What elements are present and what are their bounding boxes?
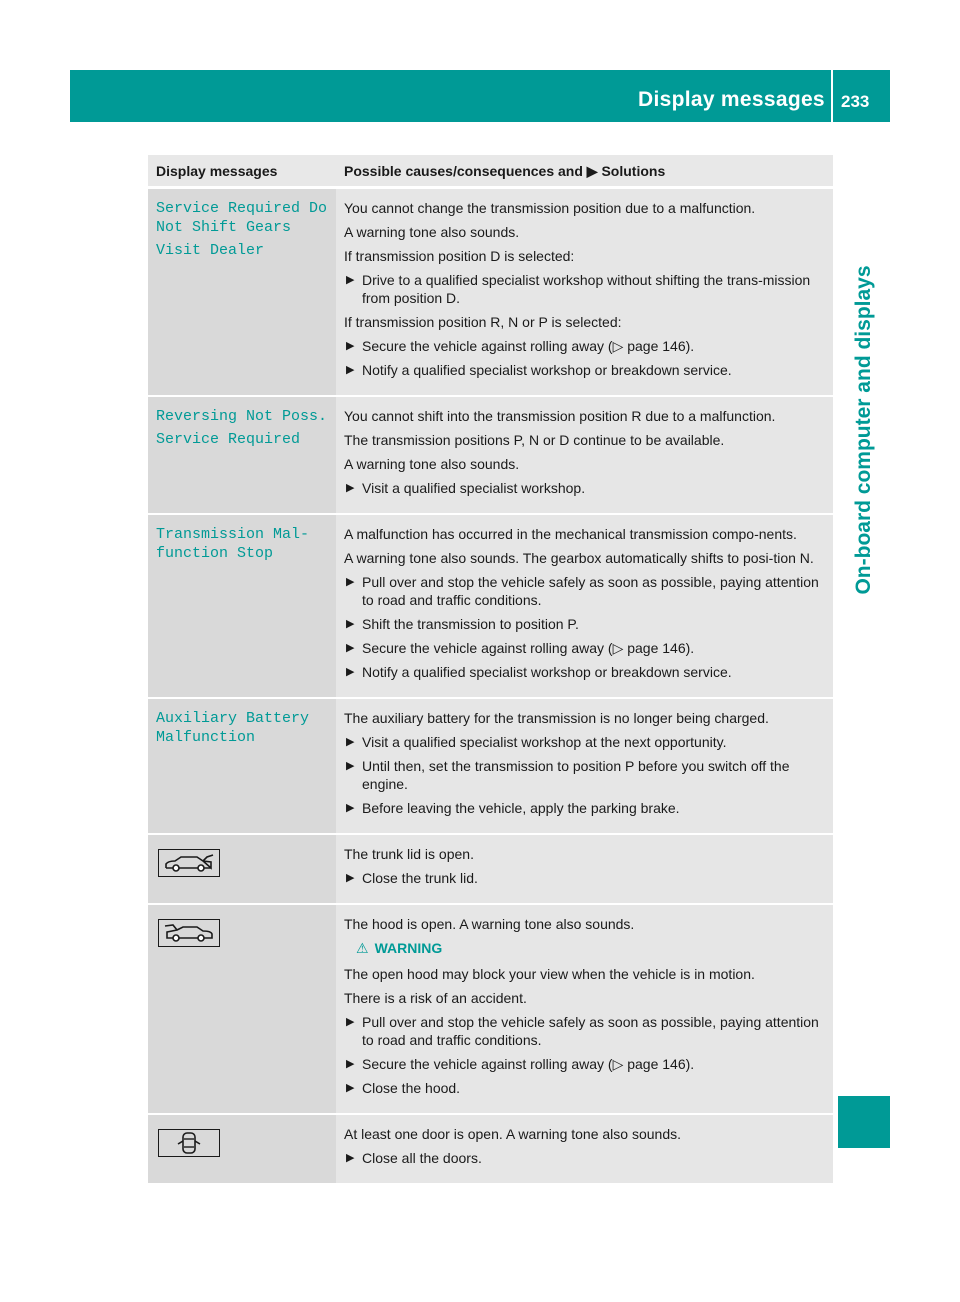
message-cell [148,834,336,904]
instruction-step: ▶ Before leaving the vehicle, apply the parking brake. [346,800,680,816]
trunk-open-icon [163,853,215,873]
instruction-step: ▶ Until then, set the transmission to position P before you switch off the engine. [346,758,790,792]
message-cell [148,514,336,698]
info-line: At least one door is open. A warning tone also sounds. [344,1126,682,1142]
info-line: The open hood may block your view when the vehicle is in motion. [344,966,755,982]
info-line: You cannot change the transmission position due to a malfunction. [344,200,756,216]
instruction-step: ▶ Secure the vehicle against rolling away (▷ page 146). [346,1056,695,1072]
col-header-causes: Possible causes/consequences and ▶ Solutions [336,155,833,188]
info-line: The auxiliary battery for the transmission is no longer being charged. [344,710,769,726]
info-line: A warning tone also sounds. [344,456,520,472]
table-row [148,698,833,834]
message-cell [148,698,336,834]
causes-cell [336,396,833,514]
table-header-row [148,155,833,188]
message-cell [148,1114,336,1184]
step-arrow-icon: ▶ [346,802,355,814]
hood-open-icon [158,919,220,947]
step-arrow-icon: ▶ [346,340,355,352]
table-row [148,1114,833,1184]
info-line: A warning tone also sounds. The gearbox automatically shifts to posi-tion N. [344,550,814,566]
side-chapter-label: On-board computer and displays [852,265,875,595]
message-cell [148,904,336,1114]
step-arrow-icon: ▶ [346,576,355,588]
header-divider [831,70,833,122]
door-open-icon [158,1129,220,1157]
step-arrow-icon: ▶ [346,760,355,772]
info-line: You cannot shift into the transmission position R due to a malfunction. [344,408,776,424]
step-arrow-icon: ▶ [346,482,355,494]
step-arrow-icon: ▶ [346,1082,355,1094]
warning-triangle-icon: ⚠ [356,940,369,956]
info-line: The trunk lid is open. [344,846,474,862]
info-line: There is a risk of an accident. [344,990,527,1006]
display-message: Reversing Not Poss. [156,408,328,425]
table-row [148,396,833,514]
instruction-step: ▶ Notify a qualified specialist workshop or breakdown service. [346,362,732,378]
page-number: 233 [841,92,870,111]
causes-cell [336,904,833,1114]
table-row [148,904,833,1114]
instruction-step: ▶ Close the trunk lid. [346,870,478,886]
display-messages-table [148,155,833,1185]
display-message: Service Required [156,431,301,448]
table-row [148,514,833,698]
info-line: The hood is open. A warning tone also sounds. [344,916,635,932]
info-line: If transmission position D is selected: [344,248,575,264]
step-arrow-icon: ▶ [346,1058,355,1070]
info-line: A warning tone also sounds. [344,224,520,240]
display-message: Service Required Do Not Shift Gears [156,200,328,236]
step-arrow-icon: ▶ [346,872,355,884]
step-arrow-icon: ▶ [346,364,355,376]
display-message: Auxiliary Battery Malfunction [156,710,310,746]
message-cell [148,396,336,514]
table-row [148,834,833,904]
causes-cell [336,188,833,397]
chapter-tab-marker [838,1096,890,1148]
step-arrow-icon: ▶ [346,736,355,748]
instruction-step: ▶ Close the hood. [346,1080,461,1096]
arrow-icon: ▶ [586,162,598,179]
instruction-step: ▶ Shift the transmission to position P. [346,616,579,632]
display-message: Transmission Mal- function Stop [156,526,310,562]
trunk-open-icon [158,849,220,877]
causes-cell [336,514,833,698]
step-arrow-icon: ▶ [346,1016,355,1028]
hood-open-icon [163,923,215,943]
instruction-step: ▶ Pull over and stop the vehicle safely as soon as possible, paying attention to road and traffic conditions. [346,1014,819,1048]
instruction-step: ▶ Notify a qualified specialist workshop or breakdown service. [346,664,732,680]
display-message: Visit Dealer [156,242,265,259]
step-arrow-icon: ▶ [346,642,355,654]
section-title: Display messages [638,88,825,111]
instruction-step: ▶ Secure the vehicle against rolling away (▷ page 146). [346,338,695,354]
instruction-step: ▶ Visit a qualified specialist workshop at the next opportunity. [346,734,727,750]
step-arrow-icon: ▶ [346,1152,355,1164]
causes-cell [336,834,833,904]
info-line: If transmission position R, N or P is selected: [344,314,622,330]
instruction-step: ▶ Pull over and stop the vehicle safely as soon as possible, paying attention to road and traffic conditions. [346,574,819,608]
step-arrow-icon: ▶ [346,274,355,286]
table-row [148,188,833,397]
col-header-messages: Display messages [148,155,336,188]
message-cell [148,188,336,397]
step-arrow-icon: ▶ [346,666,355,678]
instruction-step: ▶ Close all the doors. [346,1150,482,1166]
causes-cell [336,698,833,834]
step-arrow-icon: ▶ [346,618,355,630]
warning-heading: ⚠ WARNING [356,940,443,956]
info-line: A malfunction has occurred in the mechanical transmission compo-nents. [344,526,797,542]
instruction-step: ▶ Drive to a qualified specialist workshop without shifting the trans-mission from position D. [346,272,811,306]
instruction-step: ▶ Secure the vehicle against rolling away (▷ page 146). [346,640,695,656]
info-line: The transmission positions P, N or D continue to be available. [344,432,725,448]
instruction-step: ▶ Visit a qualified specialist workshop. [346,480,586,496]
causes-cell [336,1114,833,1184]
door-open-icon [174,1131,204,1155]
